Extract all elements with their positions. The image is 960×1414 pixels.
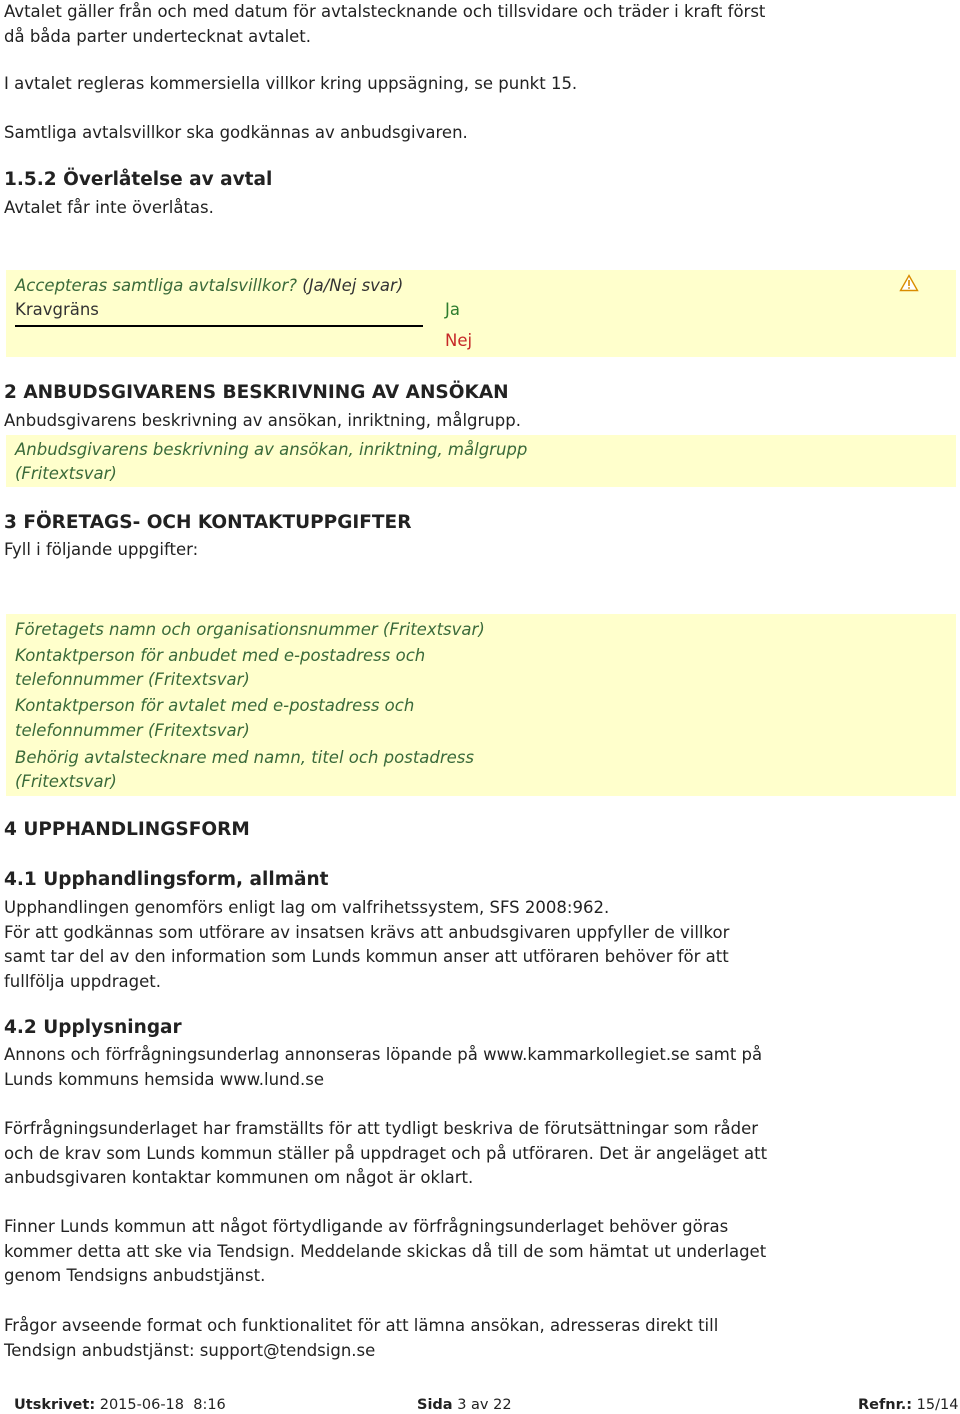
contact-fields-box — [6, 614, 956, 796]
field-contact-bid-line2: telefonnummer (Fritextsvar) — [15, 670, 250, 689]
text-line: samt tar del av den information som Lunds kommun anser att utföraren behöver för att — [4, 947, 729, 966]
footer-ref — [858, 1396, 958, 1414]
section-4-1-heading: 4.1 Upphandlingsform, allmänt — [4, 869, 329, 890]
section-4-2-para-1 — [4, 1043, 804, 1092]
section-2-heading: 2 ANBUDSGIVARENS BESKRIVNING AV ANSÖKAN — [4, 382, 509, 403]
question-label — [15, 274, 403, 299]
text-line: Finner Lunds kommun att något förtydligande av förfrågningsunderlaget behöver göras — [4, 1217, 729, 1236]
field-company-name[interactable]: Företagets namn och organisationsnummer (Fritextsvar) — [15, 620, 485, 639]
text-line: genom Tendsigns anbudstjänst. — [4, 1266, 266, 1285]
section-2-text: Anbudsgivarens beskrivning av ansökan, inriktning, målgrupp. — [4, 411, 521, 430]
intro-line: Avtalet gäller från och med datum för avtalstecknande och tillsvidare och träder i kraft först — [4, 2, 766, 21]
section-4-2-para-2 — [4, 1117, 804, 1191]
text-line: Tendsign anbudstjänst: support@tendsign.se — [4, 1340, 376, 1360]
field-contact-agreement-line2: telefonnummer (Fritextsvar) — [15, 721, 250, 740]
intro-paragraph-2: I avtalet regleras kommersiella villkor kring uppsägning, se punkt 15. — [4, 74, 578, 93]
warning-icon — [899, 274, 919, 292]
text-line: Annons och förfrågningsunderlag annonseras löpande på www.kammarkollegiet.se samt på — [4, 1045, 763, 1064]
section-3-heading: 3 FÖRETAGS- OCH KONTAKTUPPGIFTER — [4, 512, 412, 533]
field-contact-bid[interactable]: Kontaktperson för anbudet med e-postadress och — [15, 646, 426, 665]
question-description-line: Anbudsgivarens beskrivning av ansökan, inriktning, målgrupp — [15, 440, 528, 459]
section-1-5-2-heading: 1.5.2 Överlåtelse av avtal — [4, 169, 273, 190]
kravgrans-underline — [15, 325, 423, 327]
text-line: Förfrågningsunderlaget har framställts för att tydligt beskriva de förutsättningar som råder — [4, 1119, 759, 1138]
section-4-1-text — [4, 896, 804, 994]
field-signatory[interactable]: Behörig avtalstecknare med namn, titel och postadress — [15, 748, 474, 767]
answer-type: (Fritextsvar) — [15, 464, 117, 483]
kravgrans-label: Kravgräns — [15, 300, 99, 319]
footer-page-label: Sida — [417, 1397, 453, 1413]
text-line: kommer detta att ske via Tendsign. Meddelande skickas då till de som hämtat ut underlaget — [4, 1241, 767, 1261]
section-4-2-heading: 4.2 Upplysningar — [4, 1017, 182, 1038]
footer-ref-label: Refnr.: — [858, 1397, 913, 1413]
text-line: Frågor avseende format och funktionalitet för att lämna ansökan, adresseras direkt till — [4, 1316, 719, 1335]
footer-printed-value: 2015-06-18 8:16 — [99, 1397, 226, 1413]
question-text: Accepteras samtliga avtalsvillkor? — [15, 276, 298, 295]
footer-page-value: 3 av 22 — [457, 1397, 512, 1413]
text-line: och de krav som Lunds kommun ställer på uppdraget och på utföraren. Det är angeläget att — [4, 1143, 768, 1163]
intro-line: då båda parter undertecknat avtalet. — [4, 26, 312, 46]
answer-type: (Ja/Nej svar) — [302, 276, 404, 295]
section-3-text: Fyll i följande uppgifter: — [4, 540, 199, 559]
footer-page — [417, 1396, 512, 1414]
option-yes[interactable]: Ja — [445, 300, 460, 319]
text-line: Upphandlingen genomförs enligt lag om valfrihetssystem, SFS 2008:962. — [4, 898, 610, 917]
footer-ref-value: 15/14 — [916, 1397, 959, 1413]
footer-printed-label: Utskrivet: — [14, 1397, 96, 1413]
footer-printed — [14, 1396, 226, 1414]
section-4-heading: 4 UPPHANDLINGSFORM — [4, 819, 250, 840]
field-contact-agreement[interactable]: Kontaktperson för avtalet med e-postadress och — [15, 696, 415, 715]
text-line: fullfölja uppdraget. — [4, 971, 161, 991]
text-line: För att godkännas som utförare av insatsen krävs att anbudsgivaren uppfyller de villkor — [4, 922, 730, 942]
question-accept-terms — [6, 270, 956, 357]
text-line: Lunds kommuns hemsida www.lund.se — [4, 1069, 324, 1089]
section-1-5-2-text: Avtalet får inte överlåtas. — [4, 198, 214, 217]
intro-paragraph-3: Samtliga avtalsvillkor ska godkännas av anbudsgivaren. — [4, 123, 468, 142]
question-description — [6, 435, 956, 487]
field-signatory-line2: (Fritextsvar) — [15, 772, 117, 791]
section-4-2-para-3 — [4, 1215, 804, 1289]
text-line: anbudsgivaren kontaktar kommunen om något är oklart. — [4, 1168, 474, 1187]
intro-paragraph-1 — [4, 0, 804, 49]
option-no[interactable]: Nej — [445, 331, 473, 350]
section-4-2-para-4 — [4, 1314, 804, 1363]
